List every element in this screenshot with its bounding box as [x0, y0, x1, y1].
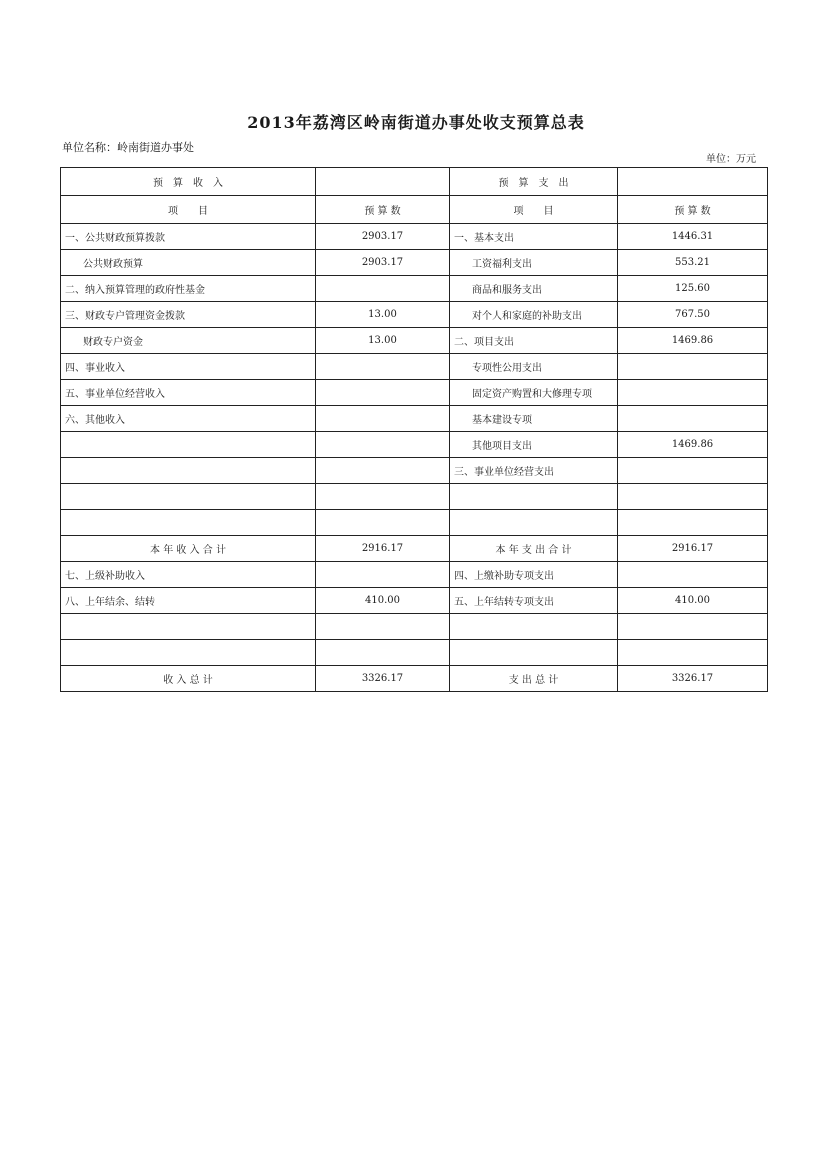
- expense-value-cell: 2916.17: [618, 536, 768, 562]
- income-item-cell: [61, 510, 316, 536]
- income-value-cell: 410.00: [316, 588, 450, 614]
- income-item-cell: [61, 432, 316, 458]
- expense-value-cell: [618, 562, 768, 588]
- table-row: [61, 588, 768, 614]
- expense-item-cell: 一、基本支出: [450, 224, 618, 250]
- income-item-header: 项 目: [61, 196, 316, 224]
- income-item-cell: 三、财政专户管理资金拨款: [61, 302, 316, 328]
- income-item-cell: 四、事业收入: [61, 354, 316, 380]
- expense-item-cell: 工资福利支出: [450, 250, 618, 276]
- table-row: [61, 354, 768, 380]
- income-value-cell: [316, 640, 450, 666]
- income-value-cell: 2903.17: [316, 224, 450, 250]
- expense-item-cell: 其他项目支出: [450, 432, 618, 458]
- table-row: [61, 510, 768, 536]
- expense-item-cell: 商品和服务支出: [450, 276, 618, 302]
- income-value-cell: [316, 484, 450, 510]
- expense-item-cell: 二、项目支出: [450, 328, 618, 354]
- expense-value-cell: [618, 380, 768, 406]
- expense-section-blank: [618, 168, 768, 196]
- expense-value-cell: [618, 406, 768, 432]
- income-amount-header: 预 算 数: [316, 196, 450, 224]
- income-value-cell: 13.00: [316, 328, 450, 354]
- income-value-cell: [316, 354, 450, 380]
- income-section-header: 预 算 收 入: [61, 168, 316, 196]
- expense-item-cell: 本 年 支 出 合 计: [450, 536, 618, 562]
- income-item-cell: 六、其他收入: [61, 406, 316, 432]
- table-row: [61, 380, 768, 406]
- section-header-row: [61, 168, 768, 196]
- expense-value-cell: [618, 510, 768, 536]
- table-row: [61, 276, 768, 302]
- expense-value-cell: 410.00: [618, 588, 768, 614]
- expense-item-cell: 专项性公用支出: [450, 354, 618, 380]
- unit-label: 单位：万元: [706, 154, 756, 165]
- income-item-cell: 五、事业单位经营收入: [61, 380, 316, 406]
- income-value-cell: [316, 406, 450, 432]
- table-row: [61, 432, 768, 458]
- table-row: [61, 640, 768, 666]
- expense-item-cell: 对个人和家庭的补助支出: [450, 302, 618, 328]
- income-item-cell: 八、上年结余、结转: [61, 588, 316, 614]
- expense-value-cell: 1469.86: [618, 432, 768, 458]
- income-value-cell: [316, 380, 450, 406]
- table-row: [61, 302, 768, 328]
- income-item-cell: 收 入 总 计: [61, 666, 316, 692]
- table-row: [61, 666, 768, 692]
- expense-item-cell: [450, 510, 618, 536]
- income-value-cell: 3326.17: [316, 666, 450, 692]
- expense-value-cell: [618, 640, 768, 666]
- expense-item-cell: [450, 484, 618, 510]
- expense-section-header: 预 算 支 出: [450, 168, 618, 196]
- expense-value-cell: 1446.31: [618, 224, 768, 250]
- income-item-cell: [61, 458, 316, 484]
- expense-value-cell: 553.21: [618, 250, 768, 276]
- expense-item-cell: 四、上缴补助专项支出: [450, 562, 618, 588]
- table-row: [61, 406, 768, 432]
- expense-value-cell: [618, 354, 768, 380]
- income-value-cell: [316, 614, 450, 640]
- expense-value-cell: [618, 458, 768, 484]
- table-row: [61, 328, 768, 354]
- income-value-cell: [316, 458, 450, 484]
- expense-item-cell: 基本建设专项: [450, 406, 618, 432]
- expense-item-cell: [450, 614, 618, 640]
- expense-item-header: 项 目: [450, 196, 618, 224]
- income-value-cell: [316, 562, 450, 588]
- table-row: [61, 562, 768, 588]
- income-value-cell: [316, 432, 450, 458]
- expense-item-cell: 三、事业单位经营支出: [450, 458, 618, 484]
- table-row: [61, 458, 768, 484]
- income-item-cell: [61, 640, 316, 666]
- table-row: [61, 484, 768, 510]
- income-value-cell: 2916.17: [316, 536, 450, 562]
- income-value-cell: 13.00: [316, 302, 450, 328]
- budget-table: [60, 167, 768, 692]
- table-row: [61, 536, 768, 562]
- income-section-blank: [316, 168, 450, 196]
- expense-value-cell: [618, 484, 768, 510]
- income-item-cell: [61, 484, 316, 510]
- column-header-row: [61, 196, 768, 224]
- income-item-cell: [61, 614, 316, 640]
- income-item-cell: 七、上级补助收入: [61, 562, 316, 588]
- expense-value-cell: 125.60: [618, 276, 768, 302]
- expense-item-cell: 固定资产购置和大修理专项: [450, 380, 618, 406]
- expense-item-cell: 五、上年结转专项支出: [450, 588, 618, 614]
- expense-value-cell: 767.50: [618, 302, 768, 328]
- table-row: [61, 614, 768, 640]
- expense-item-cell: [450, 640, 618, 666]
- income-item-cell: 公共财政预算: [61, 250, 316, 276]
- document-title: 2013年荔湾区岭南街道办事处收支预算总表: [247, 113, 585, 132]
- income-value-cell: [316, 510, 450, 536]
- income-item-cell: 一、公共财政预算拨款: [61, 224, 316, 250]
- income-item-cell: 本 年 收 入 合 计: [61, 536, 316, 562]
- expense-value-cell: [618, 614, 768, 640]
- unit-name-label: 单位名称：岭南街道办事处: [62, 141, 194, 154]
- expense-value-cell: 1469.86: [618, 328, 768, 354]
- expense-amount-header: 预 算 数: [618, 196, 768, 224]
- income-value-cell: 2903.17: [316, 250, 450, 276]
- income-value-cell: [316, 276, 450, 302]
- expense-value-cell: 3326.17: [618, 666, 768, 692]
- income-item-cell: 二、纳入预算管理的政府性基金: [61, 276, 316, 302]
- expense-item-cell: 支 出 总 计: [450, 666, 618, 692]
- table-row: [61, 224, 768, 250]
- income-item-cell: 财政专户资金: [61, 328, 316, 354]
- table-row: [61, 250, 768, 276]
